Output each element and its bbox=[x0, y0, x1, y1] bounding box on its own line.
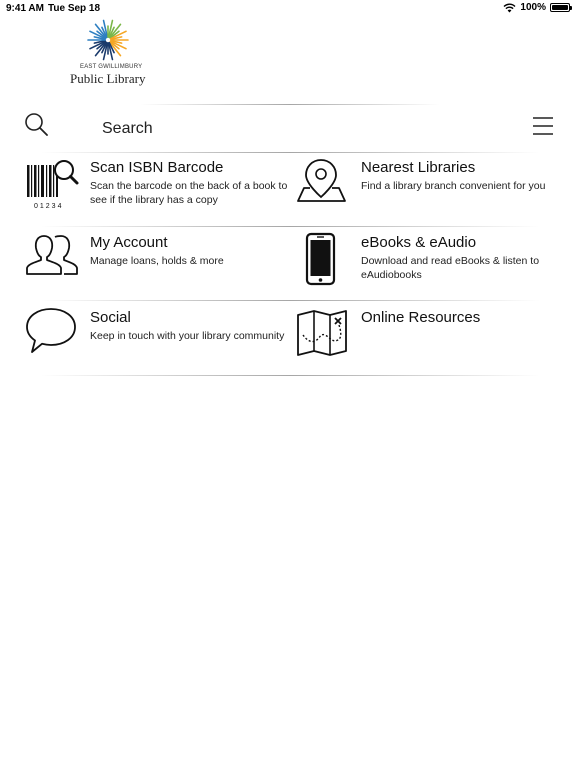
divider bbox=[40, 152, 540, 153]
starburst-logo-icon bbox=[86, 18, 130, 62]
tile-description: Download and read eBooks & listen to eAudiobooks bbox=[361, 255, 540, 281]
battery-percent: 100% bbox=[520, 2, 546, 13]
users-icon bbox=[26, 232, 82, 288]
tile-title: eBooks & eAudio bbox=[361, 234, 477, 251]
tile-description: Keep in touch with your library community bbox=[90, 330, 285, 342]
tile-my-account[interactable] bbox=[26, 232, 296, 302]
treasure-map-icon bbox=[296, 307, 352, 363]
logo-title: Public Library bbox=[70, 71, 146, 86]
speech-bubble-icon bbox=[26, 307, 82, 363]
library-logo bbox=[66, 18, 156, 88]
divider bbox=[140, 104, 440, 105]
search-icon[interactable] bbox=[24, 112, 50, 138]
wifi-icon bbox=[503, 3, 516, 13]
tile-title: My Account bbox=[90, 234, 168, 251]
tile-title: Online Resources bbox=[361, 309, 481, 326]
tile-description: Scan the barcode on the back of a book to see if the library has a copy bbox=[90, 180, 288, 206]
logo-subtitle: EAST GWILLIMBURY bbox=[80, 64, 143, 70]
barcode-digits: 01234 bbox=[34, 203, 64, 210]
tile-description: Manage loans, holds & more bbox=[90, 255, 224, 267]
phone-icon bbox=[296, 232, 352, 288]
divider bbox=[40, 375, 540, 376]
status-date: Tue Sep 18 bbox=[48, 3, 101, 14]
status-indicators bbox=[503, 2, 570, 13]
tile-title: Social bbox=[90, 309, 131, 326]
battery-icon bbox=[550, 3, 570, 12]
divider bbox=[40, 300, 540, 301]
barcode-icon bbox=[26, 157, 82, 213]
tile-scan-isbn-barcode[interactable] bbox=[26, 157, 296, 227]
battery-level bbox=[552, 5, 568, 10]
tile-title: Nearest Libraries bbox=[361, 159, 476, 176]
status-bar bbox=[0, 0, 576, 16]
hamburger-menu-icon[interactable] bbox=[532, 116, 554, 136]
map-pin-icon bbox=[296, 157, 352, 213]
divider bbox=[40, 226, 540, 227]
tile-social[interactable] bbox=[26, 307, 296, 377]
tile-online-resources[interactable] bbox=[296, 307, 566, 377]
tile-description: Find a library branch convenient for you bbox=[361, 180, 546, 192]
tile-title: Scan ISBN Barcode bbox=[90, 159, 224, 176]
tile-nearest-libraries[interactable] bbox=[296, 157, 566, 227]
status-time: 9:41 AM bbox=[6, 3, 44, 14]
tile-ebooks-eaudio[interactable] bbox=[296, 232, 566, 302]
search-input[interactable] bbox=[96, 116, 528, 142]
